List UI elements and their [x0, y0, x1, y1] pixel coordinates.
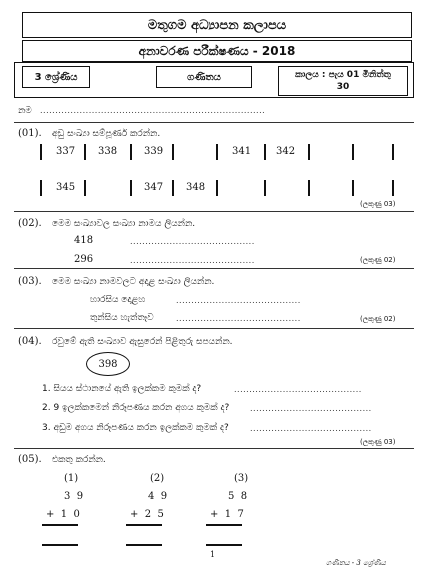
q1-row-2 — [40, 180, 390, 200]
cell-divider — [392, 180, 394, 196]
q3-item: තුන්සිය හැත්තෑව — [90, 313, 154, 323]
name-dotted-line: .......................................................................... — [40, 106, 266, 115]
q4-instruction: රවුමේ ඇති සංඛ්‍යාව ඇසුරෙන් පිළිතුරු සපයන්න. — [52, 337, 233, 347]
subject-label: ගණිතය — [156, 66, 252, 88]
q1-instruction: අඩු සංඛ්‍යා සම්පූර්ණ කරන්න. — [52, 129, 161, 139]
circled-number: 398 — [86, 352, 130, 376]
footer-subject: ගණිතය - 3 ශ්‍රේණිය — [326, 559, 386, 567]
q1-cell: 338 — [98, 146, 118, 157]
q1-row-1 — [40, 144, 390, 164]
grade-label: 3 ශ්‍රේණිය — [22, 66, 90, 88]
problem-label: (2) — [150, 473, 165, 484]
answer-rule — [126, 524, 162, 526]
answer-line: ........................................ — [250, 404, 372, 413]
q1-cell: 342 — [276, 146, 296, 157]
q4-sub-question: 1. සියය ස්ථානයේ ඇති ඉලක්කම කුමක් ද? — [42, 384, 202, 394]
cell-divider — [40, 180, 42, 196]
q1-cell: 345 — [56, 182, 76, 193]
answer-line: ......................................... — [130, 256, 255, 265]
cell-divider — [352, 180, 354, 196]
divider — [14, 211, 414, 212]
divider — [14, 328, 414, 329]
cell-divider — [264, 144, 266, 160]
time-label — [278, 66, 408, 96]
divider — [14, 448, 414, 449]
time-line-2: 30 — [336, 82, 350, 92]
q3-instruction: මෙම සංඛ්‍යා නාමවලට අදාළ සංඛ්‍යා ලියන්න. — [52, 277, 215, 287]
addend-top: 4 9 — [148, 491, 168, 502]
answer-line: ......................................... — [176, 314, 301, 323]
problem-label: (1) — [64, 473, 79, 484]
cell-divider — [308, 144, 310, 160]
q1-cell: 348 — [186, 182, 206, 193]
divider — [14, 268, 414, 269]
q3-marks: (ලකුණු 02) — [360, 315, 396, 323]
q1-cell: 341 — [232, 146, 252, 157]
exam-title: අනාවරණ පරීක්ෂණය - 2018 — [22, 40, 412, 62]
q1-number: (01). — [18, 128, 42, 139]
q5-instruction: එකතු කරන්න. — [52, 455, 106, 465]
cell-divider — [216, 180, 218, 196]
zone-title: මතුගම අධ්‍යාපන කලාපය — [22, 12, 412, 38]
addend-bottom: + 1 7 — [210, 509, 244, 520]
q1-cell: 339 — [144, 146, 164, 157]
q1-marks: (ලකුණු 03) — [360, 200, 396, 208]
q2-item: 418 — [74, 235, 94, 246]
cell-divider — [172, 144, 174, 160]
cell-divider — [130, 180, 132, 196]
q2-number: (02). — [18, 218, 42, 229]
cell-divider — [216, 144, 218, 160]
q3-item: හාරසිය දොළහ — [90, 295, 146, 305]
answer-line: ......................................... — [130, 237, 255, 246]
answer-line: .......................................... — [234, 385, 362, 394]
cell-divider — [264, 180, 266, 196]
addend-bottom: + 2 5 — [130, 509, 164, 520]
addend-bottom: + 1 0 — [46, 509, 80, 520]
page-number: 1 — [210, 550, 216, 559]
cell-divider — [308, 180, 310, 196]
q2-marks: (ලකුණු 02) — [360, 256, 396, 264]
divider — [14, 122, 414, 123]
addend-top: 3 9 — [64, 491, 84, 502]
answer-rule — [42, 524, 78, 526]
answer-line: ........................................ — [250, 424, 372, 433]
problem-label: (3) — [234, 473, 249, 484]
q4-sub-question: 2. 9 ඉලක්කමෙන් නිරූපණය කරන අගය කුමක් ද? — [42, 403, 230, 413]
name-label: නම — [18, 106, 32, 116]
cell-divider — [84, 180, 86, 196]
answer-rule — [206, 544, 242, 546]
q3-number: (03). — [18, 276, 42, 287]
answer-line: ......................................... — [176, 296, 301, 305]
cell-divider — [352, 144, 354, 160]
cell-divider — [40, 144, 42, 160]
q4-sub-question: 3. අඩුම අගය නිරූපණය කරන ඉලක්කම කුමක් ද? — [42, 423, 229, 433]
q1-cell: 347 — [144, 182, 164, 193]
q5-number: (05). — [18, 454, 42, 465]
cell-divider — [130, 144, 132, 160]
q4-marks: (ලකුණු 03) — [360, 438, 396, 446]
answer-rule — [42, 544, 78, 546]
q2-item: 296 — [74, 254, 94, 265]
q4-number: (04). — [18, 336, 42, 347]
answer-rule — [206, 524, 242, 526]
q2-instruction: මෙම සංඛ්‍යාවල සංඛ්‍යා නාමය ලියන්න. — [52, 219, 196, 229]
cell-divider — [392, 144, 394, 160]
q1-cell: 337 — [56, 146, 76, 157]
time-line-1: කාලය : පැය 01 මිනිත්තු — [295, 70, 391, 80]
addend-top: 5 8 — [228, 491, 248, 502]
answer-rule — [126, 544, 162, 546]
cell-divider — [172, 180, 174, 196]
cell-divider — [84, 144, 86, 160]
